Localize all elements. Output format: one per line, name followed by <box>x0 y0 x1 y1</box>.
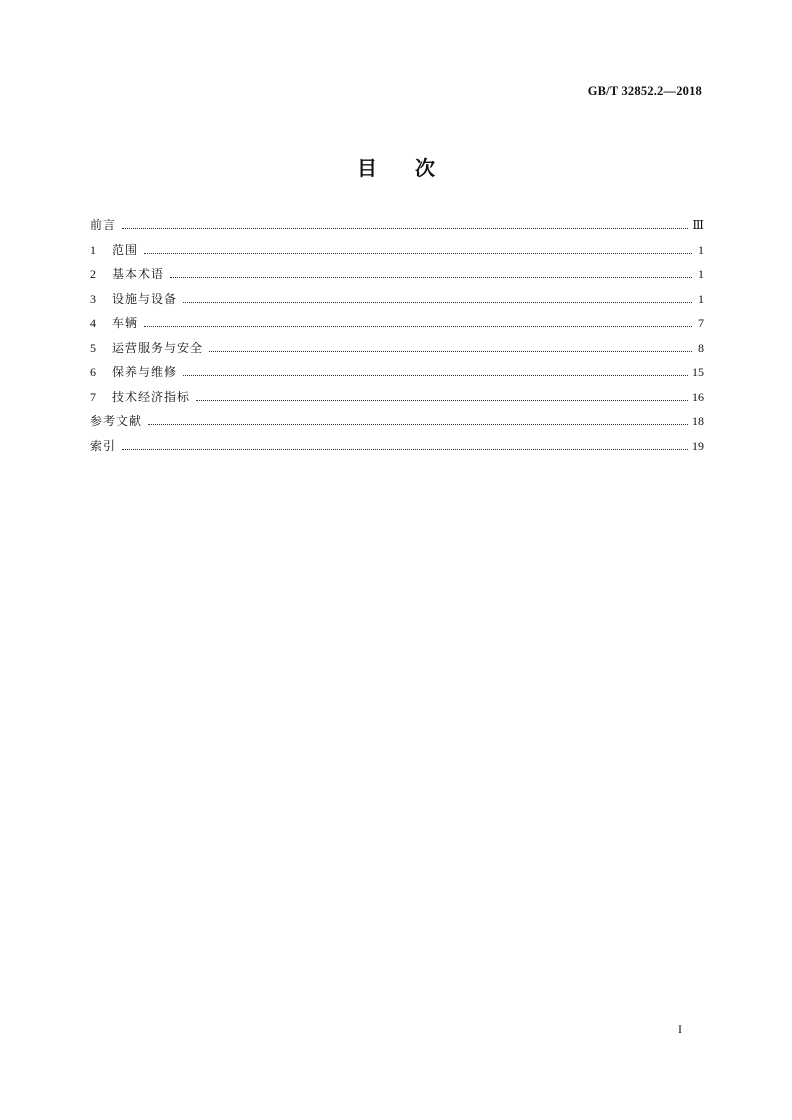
toc-entry-page: 8 <box>698 340 704 355</box>
standard-number: GB/T 32852.2—2018 <box>587 84 702 98</box>
toc-entry-label: 索引 <box>90 438 117 453</box>
page-title-char-2: 次 <box>415 156 435 180</box>
toc-entry-label: 前言 <box>90 218 117 232</box>
toc-leader-dots <box>183 375 688 376</box>
toc-entry-facilities-equipment[interactable] <box>90 292 704 317</box>
toc-entry-vehicles[interactable] <box>90 316 704 341</box>
toc-entry-label: 保养与维修 <box>112 365 178 379</box>
toc-entry-scope[interactable] <box>90 243 704 268</box>
toc-entry-number: 3 <box>90 291 96 306</box>
toc-entry-page: Ⅲ <box>692 218 704 232</box>
page-number: I <box>678 1022 682 1036</box>
toc-leader-dots <box>122 228 688 229</box>
toc-entry-page: 19 <box>692 438 704 453</box>
toc-entry-label: 基本术语 <box>112 267 165 281</box>
toc-entry-number: 1 <box>90 242 96 257</box>
toc-entry-page: 1 <box>698 291 704 306</box>
toc-entry-page: 15 <box>692 365 704 379</box>
toc-entry-operation-service-safety[interactable] <box>90 341 704 366</box>
toc-entry-label: 范围 <box>112 242 139 257</box>
toc-entry-page: 1 <box>698 267 704 281</box>
toc-entry-label: 设施与设备 <box>112 291 178 306</box>
toc-leader-dots <box>170 277 692 278</box>
toc-entry-number: 4 <box>90 316 96 330</box>
toc-leader-dots <box>144 253 692 254</box>
toc-entry-bibliography[interactable] <box>90 414 704 439</box>
toc-entry-number: 6 <box>90 365 96 379</box>
toc-leader-dots <box>183 302 692 303</box>
toc-entry-number: 2 <box>90 267 96 281</box>
page-title <box>0 152 792 181</box>
toc-entry-basic-terms[interactable] <box>90 267 704 292</box>
toc-entry-foreword[interactable] <box>90 218 704 243</box>
toc-entry-label: 运营服务与安全 <box>112 340 204 355</box>
toc-entry-number: 5 <box>90 340 96 355</box>
toc-leader-dots <box>144 326 692 327</box>
toc-entry-page: 16 <box>692 389 704 404</box>
toc-entry-number: 7 <box>90 389 96 404</box>
toc-entry-label: 技术经济指标 <box>112 389 191 404</box>
toc-entry-maintenance-repair[interactable] <box>90 365 704 390</box>
toc-entry-page: 7 <box>698 316 704 330</box>
toc-leader-dots <box>196 400 688 401</box>
page-title-char-1: 目 <box>357 156 377 180</box>
toc-entry-page: 18 <box>692 414 704 428</box>
toc-entry-technical-economic-indicators[interactable] <box>90 390 704 415</box>
toc-entry-label: 车辆 <box>112 316 139 330</box>
toc-entry-index[interactable] <box>90 439 704 464</box>
toc-entry-page: 1 <box>698 242 704 257</box>
toc-leader-dots <box>148 424 688 425</box>
toc-leader-dots <box>122 449 688 450</box>
toc-leader-dots <box>209 351 692 352</box>
table-of-contents <box>90 218 704 463</box>
toc-entry-label: 参考文献 <box>90 414 143 428</box>
